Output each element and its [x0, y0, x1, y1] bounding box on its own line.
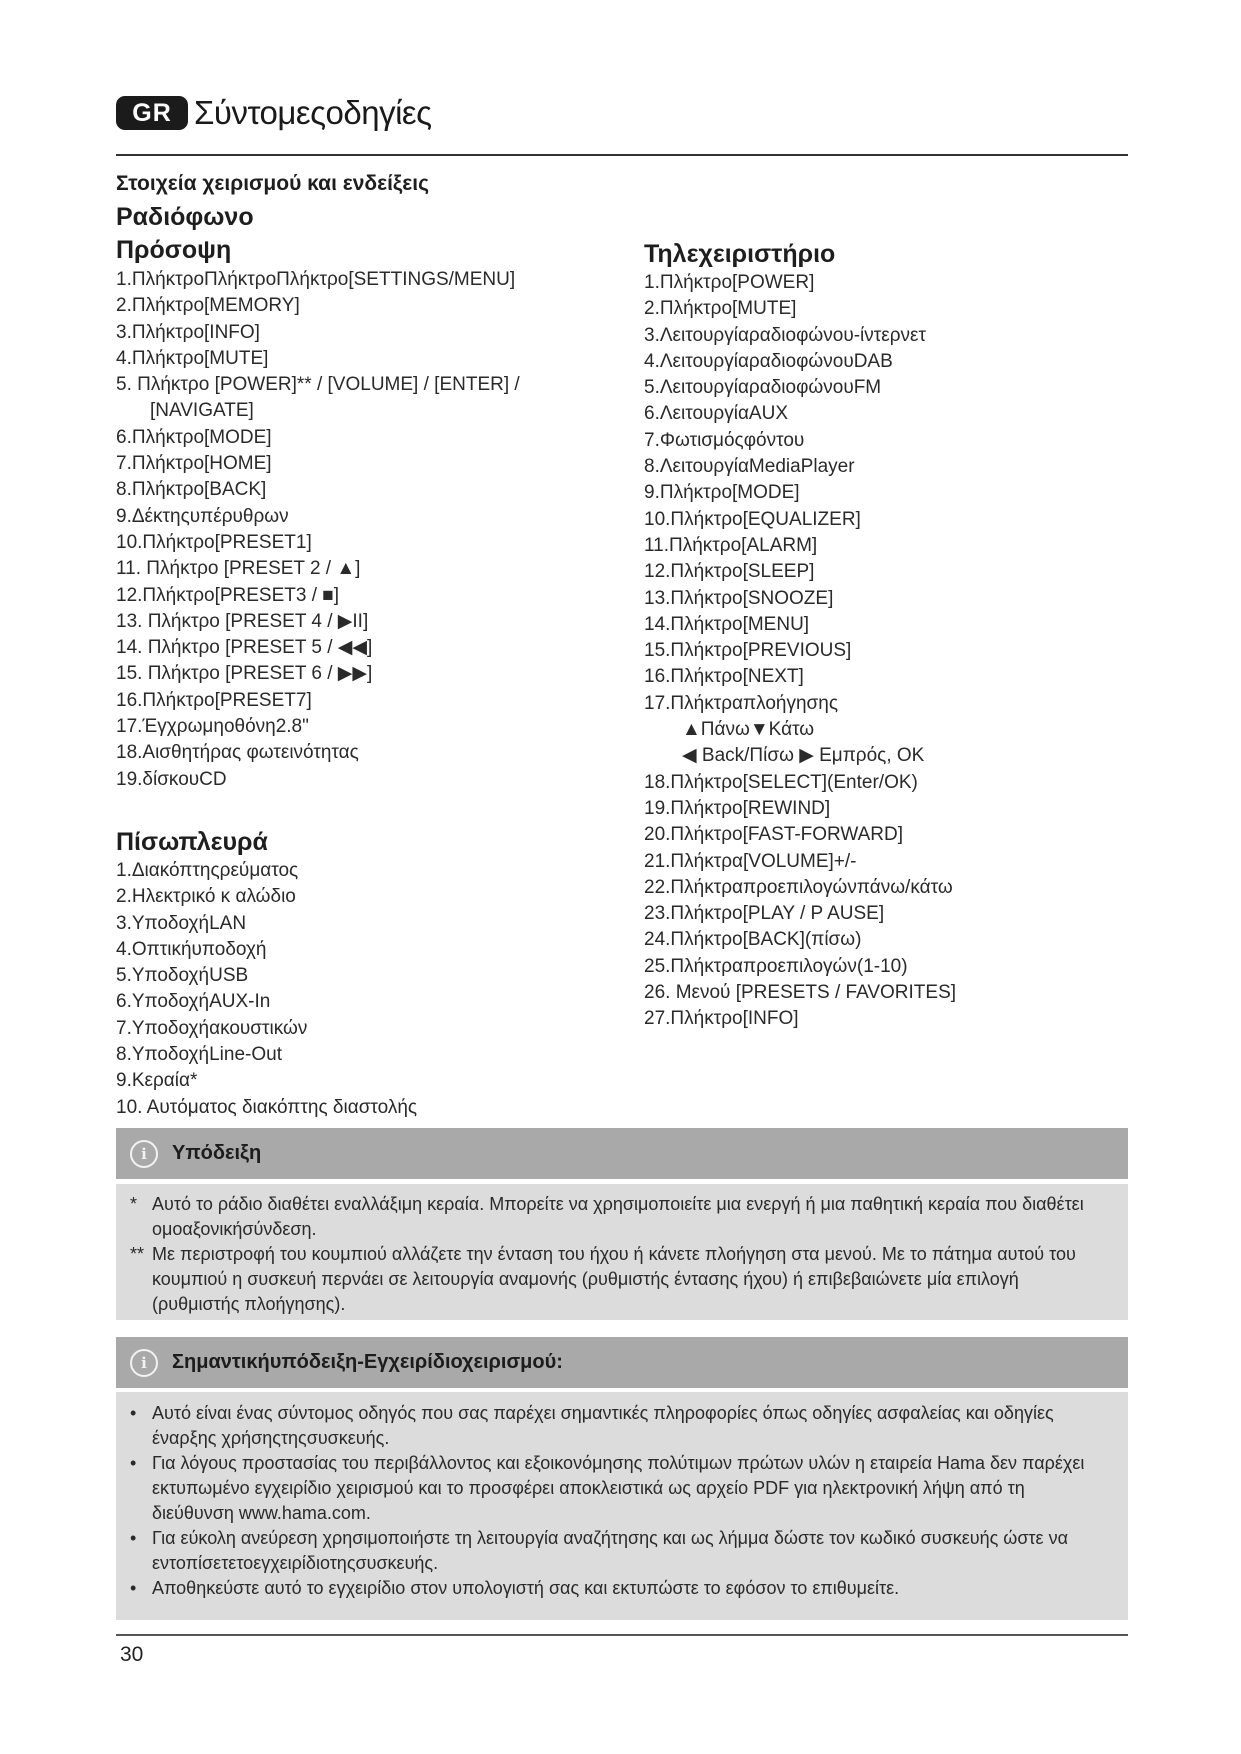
list-item: 1.Πλήκτρο[POWER]	[644, 272, 815, 293]
note-body	[116, 1184, 1128, 1320]
front-controls-list	[116, 267, 520, 793]
list-item: 5.ΥποδοχήUSB	[116, 965, 249, 987]
list-item: 2.Πλήκτρο[MEMORY]	[116, 295, 300, 317]
bullet-marker: •	[130, 1578, 137, 1598]
note-item	[130, 1401, 1100, 1451]
list-item: 22.Πλήκτραπροεπιλογώνπάνω/κάτω	[644, 876, 953, 898]
list-item: 26. Μενού [PRESETS / FAVORITES]	[644, 982, 957, 1004]
list-item: 18.Πλήκτρο[SELECT](Enter/OK)	[644, 771, 918, 793]
list-item: 6.ΛειτουργίαAUX	[644, 403, 789, 425]
document-title: Σύντομεςοδηγίες	[194, 94, 432, 131]
list-item: 5.ΛειτουργίαραδιοφώνουFM	[644, 377, 882, 399]
list-item: 21.Πλήκτρα[VOLUME]+/-	[644, 850, 857, 872]
list-item: 1.Διακόπτηςρεύματος	[116, 860, 299, 881]
list-item: 1.ΠλήκτροΠλήκτροΠλήκτρο[SETTINGS/MENU]	[116, 269, 516, 290]
list-item: 9.Κεραία*	[116, 1070, 198, 1092]
list-item: 4.Πλήκτρο[MUTE]	[116, 347, 269, 369]
note-text: Με περιστροφή του κουμπιού αλλάζετε την ένταση του ήχου ή κάνετε πλοήγηση στα μενού. Με το πάτημα αυτού του κουμπιού η συσκευή περνάει σε λειτουργία αναμονής (ρυθμιστής έντασης ήχου) ή επιβεβαιώνετε μία επιλογή (ρυθμιστής πλοήγησης).	[152, 1244, 1076, 1314]
list-item: 14. Πλήκτρο [PRESET 5 / ◀◀]	[116, 637, 373, 659]
list-item: 9.Δέκτηςυπέρυθρων	[116, 505, 289, 527]
list-item: 2.Ηλεκτρικό κ αλώδιο	[116, 886, 296, 908]
radio-heading: Ραδιόφωνο	[116, 203, 254, 231]
list-item: 6.ΥποδοχήAUX-In	[116, 991, 271, 1013]
bullet-marker: •	[130, 1528, 137, 1548]
list-item: 11.Πλήκτρο[ALARM]	[644, 534, 818, 556]
header-divider	[116, 154, 1128, 156]
list-item: 17.Πλήκτραπλοήγησης	[644, 692, 838, 714]
note-item	[130, 1242, 1100, 1317]
list-item: 13. Πλήκτρο [PRESET 4 / ▶II]	[116, 610, 369, 632]
bullet-marker: •	[130, 1453, 137, 1473]
list-item-navigation-up-down: ▲Πάνω▼Κάτω	[682, 719, 815, 741]
asterisk-marker: *	[130, 1194, 138, 1214]
back-heading: Πίσωπλευρά	[116, 828, 268, 856]
info-icon: i	[130, 1140, 158, 1168]
bullet-marker: •	[130, 1403, 137, 1423]
list-item: 15. Πλήκτρο [PRESET 6 / ▶▶]	[116, 663, 373, 685]
list-item: 3.Λειτουργίαραδιοφώνου-ίντερνετ	[644, 324, 927, 346]
list-item: 7.Υποδοχήακουστικών	[116, 1017, 308, 1039]
remote-controls-list	[644, 270, 956, 1033]
list-item: 2.Πλήκτρο[MUTE]	[644, 298, 797, 320]
list-item: 20.Πλήκτρο[FAST-FORWARD]	[644, 824, 904, 846]
list-item: 11. Πλήκτρο [PRESET 2 / ▲]	[116, 558, 361, 580]
list-item: 8.ΥποδοχήLine-Out	[116, 1044, 282, 1066]
list-item: 10. Αυτόματος διακόπτης διαστολής	[116, 1096, 418, 1118]
list-item-navigation-back-forward: ◀ Back/Πίσω ▶ Εμπρός, OK	[682, 745, 925, 767]
note-item	[130, 1576, 1100, 1601]
note-item	[130, 1451, 1100, 1526]
language-badge: GR	[116, 96, 188, 130]
list-item: 12.Πλήκτρο[PRESET3 / ■]	[116, 584, 340, 606]
list-item: 8.ΛειτουργίαMediaPlayer	[644, 456, 855, 478]
list-item: 16.Πλήκτρο[NEXT]	[644, 666, 804, 688]
list-item: 3.Πλήκτρο[INFO]	[116, 321, 260, 343]
note-text: Για λόγους προστασίας του περιβάλλοντος και εξοικονόμησης πολύτιμων πρώτων υλών η εταιρεία Hama δεν παρέχει εκτυπωμένο εγχειρίδιο χειρισμού και το προσφέρει αποκλειστικά ως αρχείο PDF για ηλεκτρονική λήψη από τη διεύθυνση www.hama.com.	[152, 1453, 1085, 1523]
remote-heading: Τηλεχειριστήριο	[644, 240, 836, 268]
list-item: 3.ΥποδοχήLAN	[116, 912, 247, 934]
list-item: 18.Αισθητήρας φωτεινότητας	[116, 742, 359, 764]
note-text: Αυτό είναι ένας σύντομος οδηγός που σας παρέχει σημαντικές πληροφορίες όπως οδηγίες ασφαλείας και οδηγίες έναρξης χρήσηςτηςσυσκευής.	[152, 1403, 1054, 1448]
list-item: 27.Πλήκτρο[INFO]	[644, 1008, 799, 1030]
list-item: 7.Φωτισμόςφόντου	[644, 429, 805, 451]
note-text: Αυτό το ράδιο διαθέτει εναλλάξιμη κεραία. Μπορείτε να χρησιμοποιείτε μια ενεργή ή μια παθητική κεραία που διαθέτει ομοαξονικήσύνδεση.	[152, 1194, 1084, 1239]
list-item: 8.Πλήκτρο[BACK]	[116, 479, 267, 501]
important-note-header	[116, 1337, 1128, 1388]
note-text: Αποθηκεύστε αυτό το εγχειρίδιο στον υπολογιστή σας και εκτυπώστε το εφόσον το επιθυμείτε.	[152, 1578, 900, 1598]
asterisk-marker: **	[130, 1244, 145, 1264]
page-header	[116, 94, 432, 132]
list-item: 10.Πλήκτρο[EQUALIZER]	[644, 508, 861, 530]
note-header	[116, 1128, 1128, 1179]
list-item: 23.Πλήκτρο[PLAY / P AUSE]	[644, 903, 885, 925]
list-item: 4.ΛειτουργίαραδιοφώνουDAB	[644, 350, 893, 372]
list-item: 12.Πλήκτρο[SLEEP]	[644, 561, 815, 583]
page-number: 30	[120, 1643, 144, 1666]
list-item: 14.Πλήκτρο[MENU]	[644, 613, 810, 635]
section-title: Στοιχεία χειρισμού και ενδείξεις	[116, 172, 429, 195]
list-item: 19.Πλήκτρο[REWIND]	[644, 797, 831, 819]
list-item: 17.Έγχρωμηοθόνη2.8"	[116, 716, 309, 738]
list-item: 7.Πλήκτρο[HOME]	[116, 453, 272, 475]
footer-divider	[116, 1634, 1128, 1636]
list-item: 13.Πλήκτρο[SNOOZE]	[644, 587, 834, 609]
note-text: Για εύκολη ανεύρεση χρησιμοποιήστε τη λειτουργία αναζήτησης και ως λήμμα δώστε τον κωδικό συσκευής ώστε να εντοπίσετετοεγχειρίδιοτηςσυσκευής.	[152, 1528, 1068, 1573]
list-item: 24.Πλήκτρο[BACK](πίσω)	[644, 929, 862, 951]
list-item: 9.Πλήκτρο[MODE]	[644, 482, 800, 504]
list-item: 15.Πλήκτρο[PREVIOUS]	[644, 640, 852, 662]
list-item: 5. Πλήκτρο [POWER]** / [VOLUME] / [ENTER] /	[116, 374, 520, 396]
important-note-body	[116, 1392, 1128, 1620]
important-note-title: Σημαντικήυπόδειξη-Εγχειρίδιοχειρισμού:	[172, 1351, 563, 1373]
note-title: Υπόδειξη	[172, 1142, 262, 1164]
list-item: 10.Πλήκτρο[PRESET1]	[116, 531, 312, 553]
note-item	[130, 1526, 1100, 1576]
front-heading: Πρόσοψη	[116, 236, 232, 264]
list-item: 6.Πλήκτρο[MODE]	[116, 426, 272, 448]
list-item: 4.Οπτικήυποδοχή	[116, 938, 267, 960]
note-item	[130, 1192, 1100, 1242]
list-item: 19.δίσκουCD	[116, 768, 227, 790]
list-item-continuation: [NAVIGATE]	[150, 400, 254, 422]
back-panel-list	[116, 858, 417, 1121]
list-item: 16.Πλήκτρο[PRESET7]	[116, 689, 312, 711]
info-icon: i	[130, 1349, 158, 1377]
list-item: 25.Πλήκτραπροεπιλογών(1-10)	[644, 955, 908, 977]
